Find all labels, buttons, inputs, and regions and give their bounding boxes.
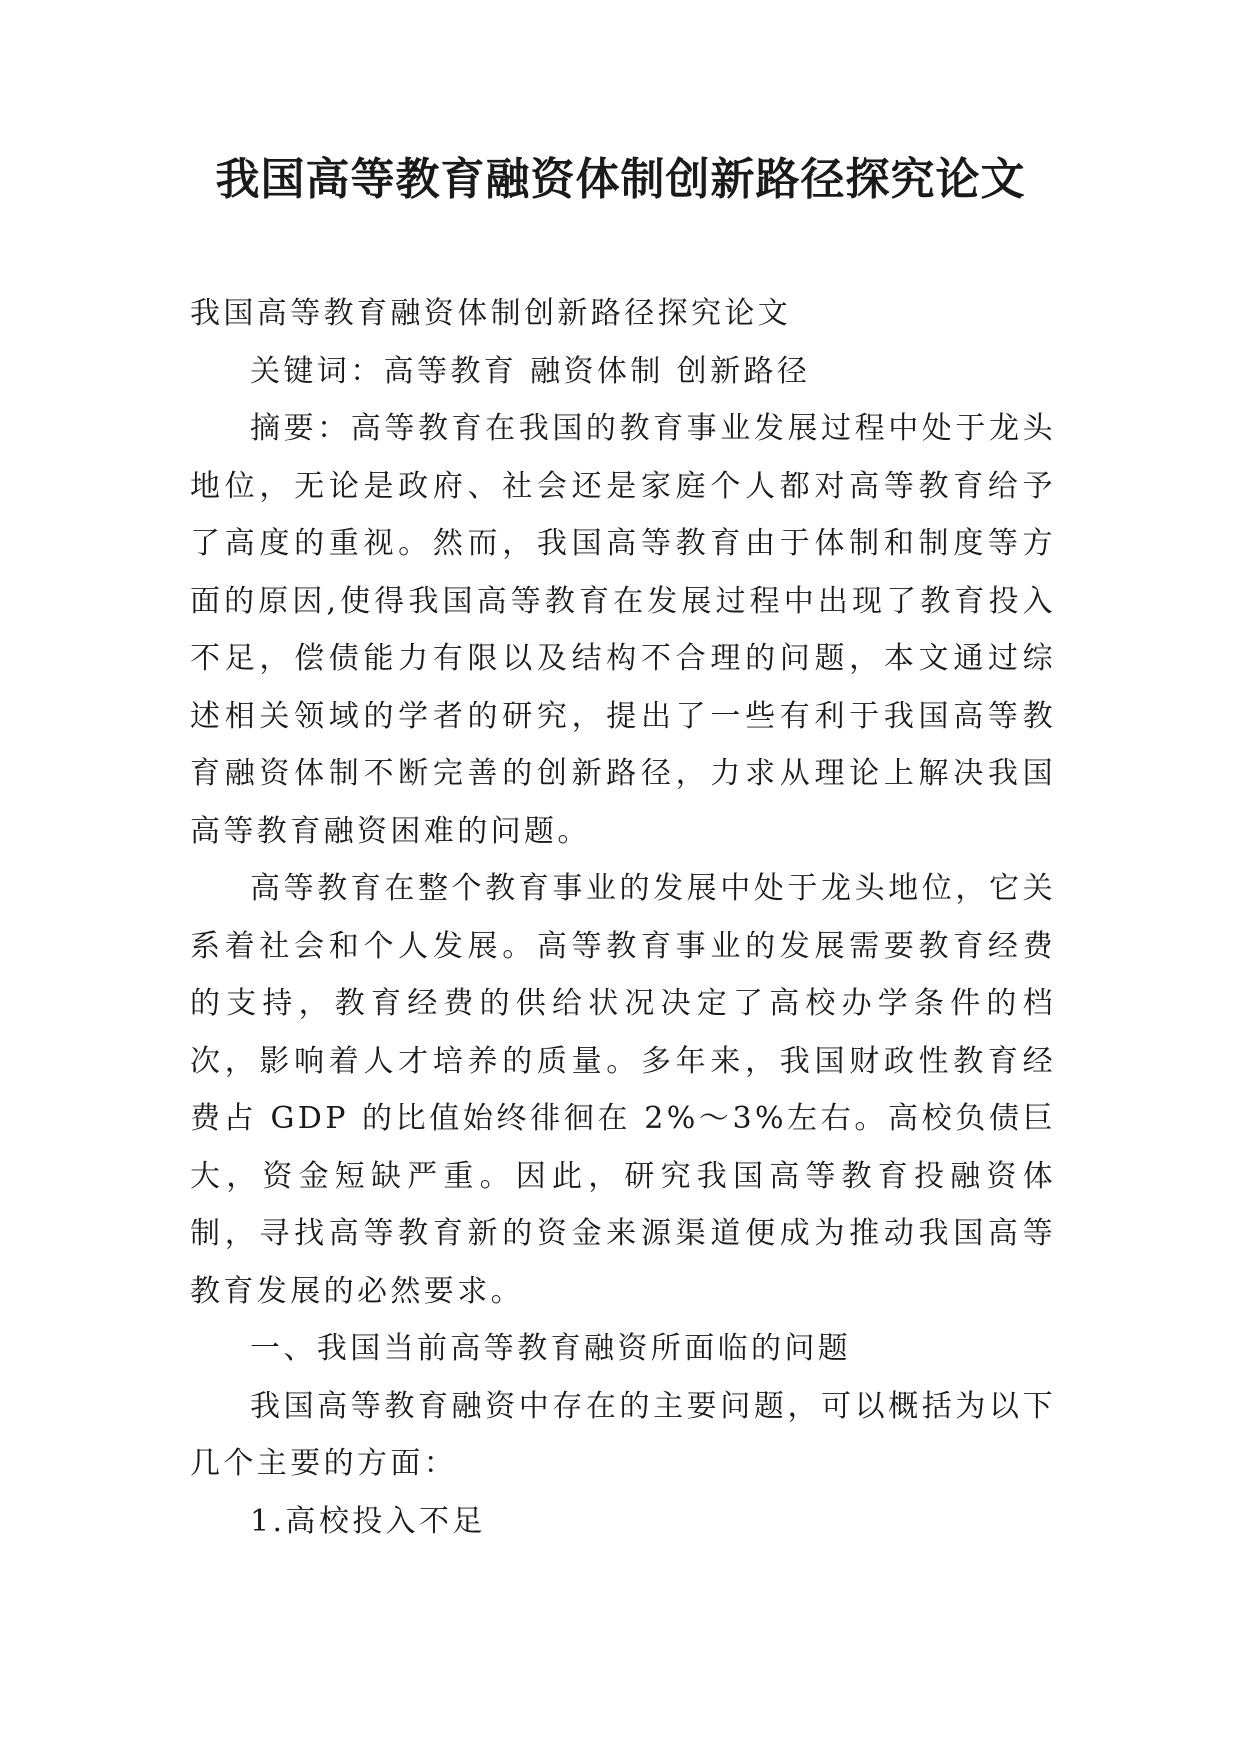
subsection-heading: 1.高校投入不足 bbox=[250, 1503, 486, 1539]
document-title: 我国高等教育融资体制创新路径探究论文 bbox=[215, 154, 1026, 205]
document-body bbox=[190, 285, 1056, 1550]
abstract-paragraph: 摘要：高等教育在我国的教育事业发展过程中处于龙头地位，无论是政府、社会还是家庭个人都对高等教育给予了高度的重视。然而，我国高等教育由于体制和制度等方面的原因,使得我国高等教育在发展过程中出现了教育投入不足，偿债能力有限以及结构不合理的问题，本文通过综述相关领域的学者的研究，提出了一些有利于我国高等教育融资体制不断完善的创新路径，力求从理论上解决我国高等教育融资困难的问题。 bbox=[190, 411, 1056, 849]
body-paragraph: 高等教育在整个教育事业的发展中处于龙头地位，它关系着社会和个人发展。高等教育事业的发展需要教育经费的支持，教育经费的供给状况决定了高校办学条件的档次，影响着人才培养的质量。多年来，我国财政性教育经费占 GDP 的比值始终徘徊在 2%～3%左右。高校负债巨大，资金短缺严重。因此，研究我国高等教育投融资体制，寻找高等教育新的资金来源渠道便成为推动我国高等教育发展的必然要求。 bbox=[190, 871, 1056, 1309]
body-paragraph: 我国高等教育融资中存在的主要问题，可以概括为以下几个主要的方面： bbox=[190, 1388, 1056, 1481]
section-heading: 一、我国当前高等教育融资所面临的问题 bbox=[250, 1331, 852, 1366]
keywords-paragraph: 关键词：高等教育 融资体制 创新路径 bbox=[250, 353, 811, 389]
subtitle-line: 我国高等教育融资体制创新路径探究论文 bbox=[190, 296, 792, 331]
